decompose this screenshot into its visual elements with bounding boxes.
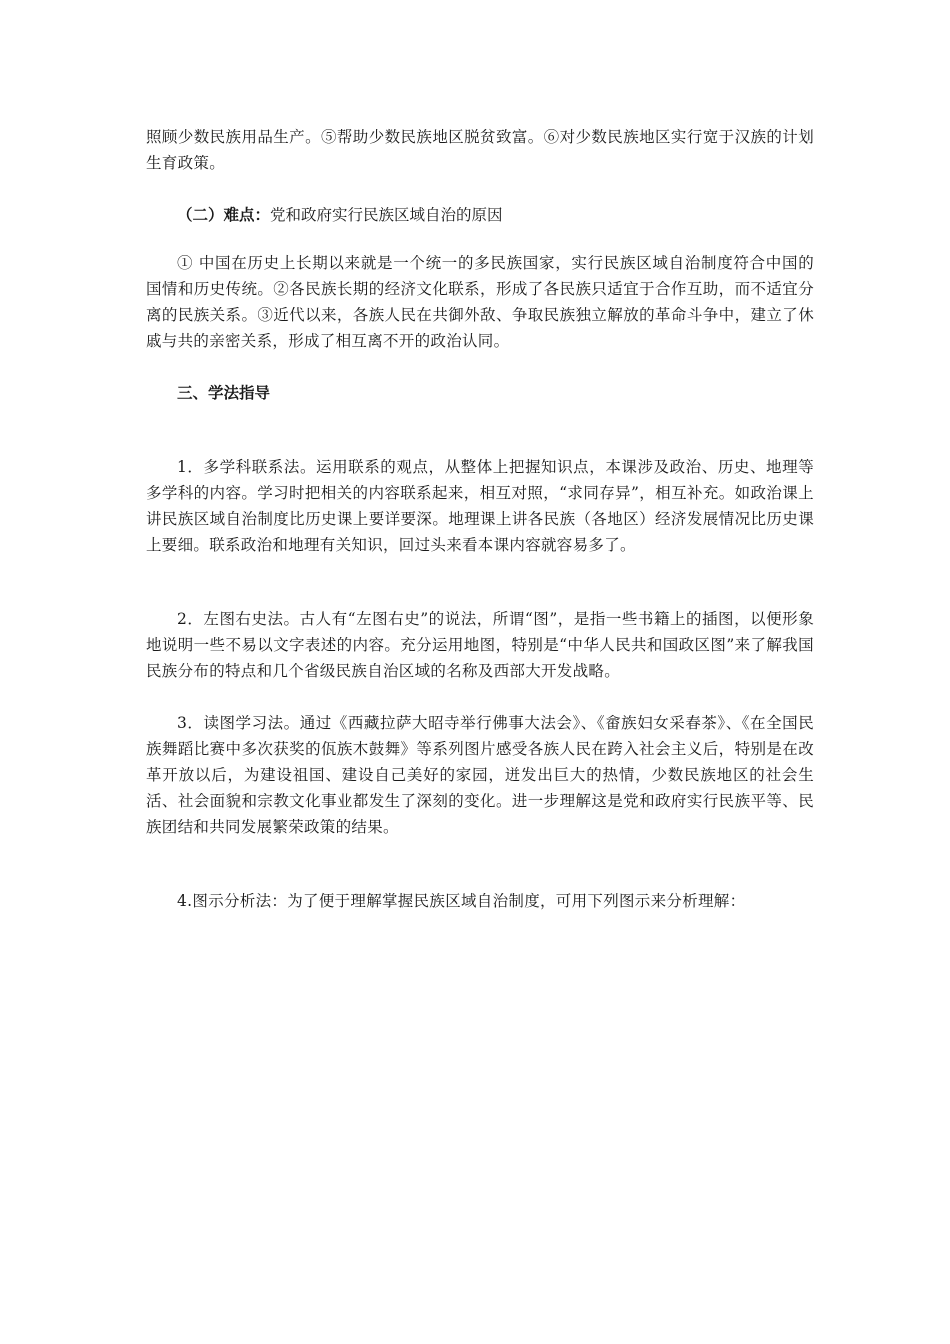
paragraph-method-2: 2．左图右史法。古人有“左图右史”的说法，所谓“图”，是指一些书籍上的插图，以便形象地说明一些不易以文字表述的内容。充分运用地图，特别是“中华人民共和国政区图”来了解我国民族分布的特点和几个省级民族自治区域的名称及西部大开发战略。: [146, 610, 814, 680]
paragraph-method-4: 4.图示分析法：为了便于理解掌握民族区域自治制度，可用下列图示来分析理解：: [177, 892, 746, 910]
spacer: [146, 558, 814, 606]
section-title-study-guide: 三、学法指导: [177, 383, 271, 402]
difficulty-heading: [146, 202, 814, 228]
spacer: [146, 354, 814, 380]
spacer: [146, 840, 814, 888]
difficulty-label: （二）难点：: [177, 205, 271, 224]
paragraph-method-3: 3．读图学习法。通过《西藏拉萨大昭寺举行佛事大法会》、《畲族妇女采春茶》、《在全国民族舞蹈比赛中多次获奖的佤族木鼓舞》等系列图片感受各族人民在跨入社会主义后，特别是在改革开放以后，为建设祖国、建设自己美好的家园，迸发出巨大的热情，少数民族地区的社会生活、社会面貌和宗教文化事业都发生了深刻的变化。进一步理解这是党和政府实行民族平等、民族团结和共同发展繁荣政策的结果。: [146, 714, 814, 836]
spacer: [146, 406, 814, 454]
paragraph-autonomy-reasons: ① 中国在历史上长期以来就是一个统一的多民族国家，实行民族区域自治制度符合中国的国情和历史传统。②各民族长期的经济文化联系，形成了各民族只适宜于合作互助，而不适宜分离的民族关系。③近代以来，各族人民在共御外敌、争取民族独立解放的革命斗争中，建立了休戚与共的亲密关系，形成了相互离不开的政治认同。: [146, 254, 814, 350]
spacer: [146, 228, 814, 250]
difficulty-text: 党和政府实行民族区域自治的原因: [270, 206, 503, 224]
paragraph-policy-continuation: 照顾少数民族用品生产。⑤帮助少数民族地区脱贫致富。⑥对少数民族地区实行宽于汉族的计划生育政策。: [146, 128, 814, 172]
paragraph-method-1: 1．多学科联系法。运用联系的观点，从整体上把握知识点，本课涉及政治、历史、地理等多学科的内容。学习时把相关的内容联系起来，相互对照，“求同存异”，相互补充。如政治课上讲民族区域自治制度比历史课上要详要深。地理课上讲各民族（各地区）经济发展情况比历史课上要细。联系政治和地理有关知识，回过头来看本课内容就容易多了。: [146, 458, 814, 554]
spacer: [146, 684, 814, 710]
document-page: [146, 124, 814, 914]
spacer: [146, 176, 814, 202]
